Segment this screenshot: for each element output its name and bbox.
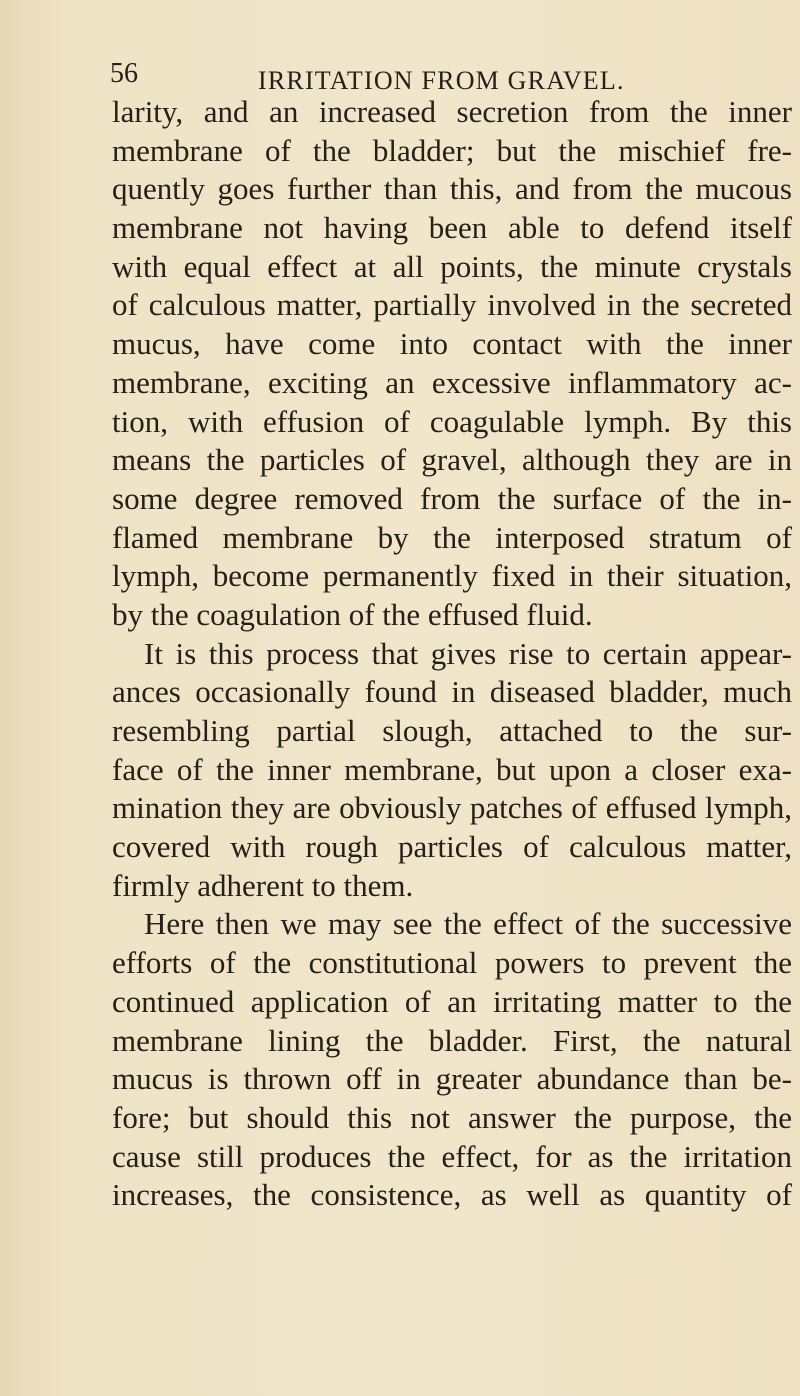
text-line: covered with rough particles of calculous matter, [112, 829, 792, 865]
text-line: tion, with effusion of coagulable lymph. By this [112, 403, 792, 439]
text-line: means the particles of gravel, although they are in [112, 442, 792, 478]
text-line: lymph, become permanently fixed in their situation, [112, 558, 792, 594]
text-line: ances occasionally found in diseased bladder, much [112, 674, 792, 710]
paragraph-start-line: Here then we may see the effect of the successive [144, 906, 792, 942]
text-line: mucus, have come into contact with the inner [112, 326, 792, 362]
body-text [112, 93, 792, 1215]
text-line: of calculous matter, partially involved in the secreted [112, 287, 792, 323]
text-line: resembling partial slough, attached to the sur- [112, 713, 792, 748]
text-line: with equal effect at all points, the minute crystals [112, 248, 792, 284]
text-line: some degree removed from the surface of the in- [112, 480, 792, 516]
text-line: membrane, exciting an excessive inflammatory ac- [112, 364, 792, 400]
text-line: efforts of the constitutional powers to prevent the [112, 945, 792, 981]
text-line: fore; but should this not answer the purpose, the [112, 1099, 792, 1135]
text-line: mucus is thrown off in greater abundance than be- [112, 1061, 792, 1097]
text-line: increases, the consistence, as well as quantity of [112, 1177, 792, 1213]
text-line: firmly adherent to them. [112, 867, 414, 903]
running-head: IRRITATION FROM GRAVEL. [258, 66, 625, 95]
text-line: cause still produces the effect, for as the irritation [112, 1138, 792, 1174]
text-line: membrane of the bladder; but the mischief fre- [112, 132, 792, 168]
text-line: flamed membrane by the interposed stratum of [112, 519, 792, 555]
text-line: by the coagulation of the effused fluid. [112, 596, 593, 632]
page-number: 56 [110, 58, 138, 89]
text-line: continued application of an irritating matter to the [112, 983, 792, 1019]
text-line: membrane lining the bladder. First, the natural [112, 1022, 792, 1058]
text-line: larity, and an increased secretion from the inner [112, 94, 792, 129]
text-line: quently goes further than this, and from the mucous [112, 171, 792, 207]
text-line: face of the inner membrane, but upon a closer exa- [112, 751, 792, 787]
paragraph-start-line: It is this process that gives rise to certain appear- [144, 635, 792, 671]
text-line: mination they are obviously patches of effused lymph, [112, 790, 792, 826]
text-line: membrane not having been able to defend itself [112, 210, 792, 246]
